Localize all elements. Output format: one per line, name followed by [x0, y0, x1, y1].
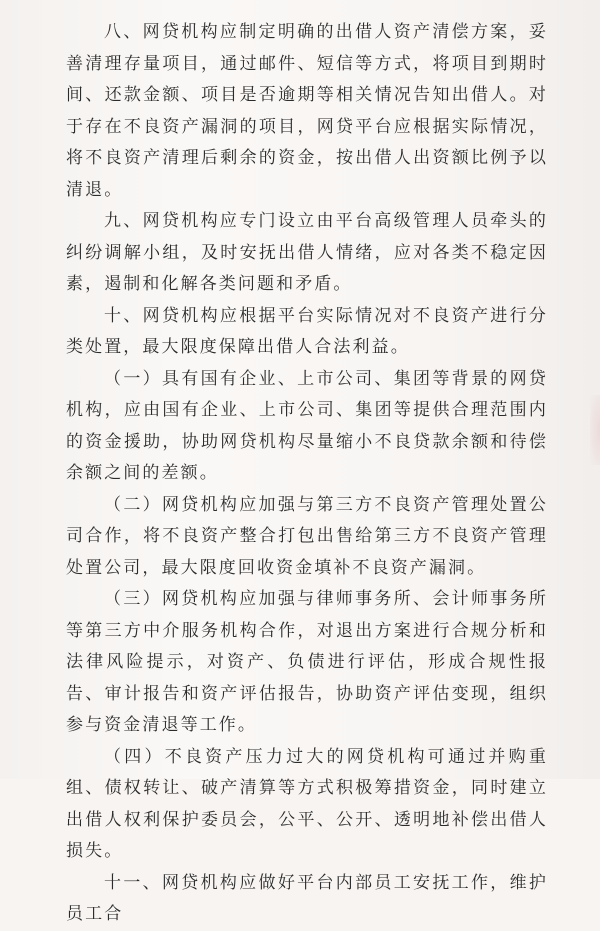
paragraph-10-2: （二）网贷机构应加强与第三方不良资产管理处置公司合作，将不良资产整合打包出售给第三方不良资产管理处置公司，最大限度回收资金填补不良资产漏洞。 — [66, 494, 548, 578]
paragraph-8: 八、网贷机构应制定明确的出借人资产清偿方案，妥善清理存量项目，通过邮件、短信等方式，将项目到期时间、还款金额、项目是否逾期等相关情况告知出借人。对于存在不良资产漏洞的项目，网贷平台应根据实际情况，将不良资产清理后剩余的资金，按出借人出资额比例予以清退。 — [66, 22, 548, 200]
seal-edge-mark — [590, 395, 600, 465]
paragraph-10-1: （一）具有国有企业、上市公司、集团等背景的网贷机构，应由国有企业、上市公司、集团等提供合理范围内的资金援助，协助网贷机构尽量缩小不良贷款余额和待偿余额之间的差额。 — [66, 368, 548, 483]
document-body — [66, 17, 548, 931]
paragraph-9: 九、网贷机构应专门设立由平台高级管理人员牵头的纠纷调解小组，及时安抚出借人情绪，应对各类不稳定因素，遏制和化解各类问题和矛盾。 — [66, 211, 548, 294]
paragraph-10-4: （四）不良资产压力过大的网贷机构可通过并购重组、债权转让、破产清算等方式积极筹措资金，同时建立出借人权利保护委员会，公平、公开、透明地补偿出借人损失。 — [66, 746, 548, 861]
paragraph-10-3: （三）网贷机构应加强与律师事务所、会计师事务所等第三方中介服务机构合作，对退出方案进行合规分析和法律风险提示，对资产、负债进行评估，形成合规性报告、审计报告和资产评估报告，协助资产评估变现，组织参与资金清退等工作。 — [66, 589, 548, 735]
paragraph-10: 十、网贷机构应根据平台实际情况对不良资产进行分类处置，最大限度保障出借人合法利益。 — [66, 305, 548, 357]
paragraph-11: 十一、网贷机构应做好平台内部员工安抚工作，维护员工合 — [66, 872, 548, 924]
